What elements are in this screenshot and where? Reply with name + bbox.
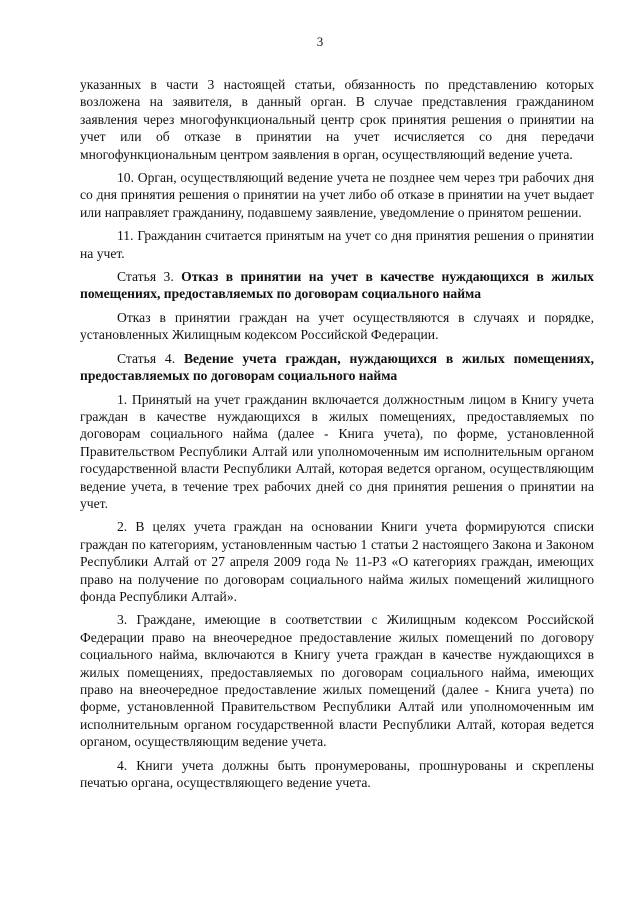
article-4-item: 4. Книги учета должны быть пронумерованы, прошнурованы и скреплены печатью органа, осуществляющего ведение учета. <box>80 757 594 791</box>
paragraph-continuation: указанных в части 3 настоящей статьи, обязанность по представлению которых возложена на заявителя, в данный орган. В случае представления гражданином заявления через многофункциональный центр срок принятия решения о принятии на учет или об отказе в принятии на учет исчисляется со дня передачи многофункциональным центром заявления в орган, осуществляющий ведение учета. <box>80 77 594 162</box>
article-4-item: 3. Граждане, имеющие в соответствии с Жилищным кодексом Российской Федерации право на внеочередное предоставление жилых помещений по договору социального найма, включаются в Книгу учета граждан в качестве нуждающихся в жилых помещениях, предоставляемых по договорам социального найма, имеющих право на внеочередное предоставление жилых помещений (далее - Книга учета) по форме, установленной Правительством Республики Алтай или уполномоченным им исполнительным органом государственной власти Республики Алтай, которая ведется органом, осуществляющим ведение учета. <box>80 612 594 750</box>
article-4-item: 1. Принятый на учет гражданин включается должностным лицом в Книгу учета граждан в качестве нуждающихся в жилых помещениях, предоставляемых по договорам социального найма (далее - Книга учета), по форме, установленной Правительством Республики Алтай или уполномоченным им исполнительным органом государственной власти Республики Алтай, которая ведется органом, осуществляющим ведение учета, в течение трех рабочих дней со дня принятия решения о принятии на учет. <box>80 391 594 511</box>
paragraph-11: 11. Гражданин считается принятым на учет со дня принятия решения о принятии на учет. <box>80 228 594 261</box>
article-4-label: Статья 4. <box>117 350 176 366</box>
article-3-label: Статья 3. <box>117 269 174 285</box>
paragraph-10: 10. Орган, осуществляющий ведение учета не позднее чем через три рабочих дня со дня принятия решения о принятии на учет либо об отказе в принятии на учет выдает или направляет гражданину, подавшему заявление, уведомление о принятом решении. <box>80 170 594 220</box>
article-3-heading <box>80 268 594 303</box>
document-body <box>80 76 594 797</box>
article-3-title: Отказ в принятии на учет в качестве нуждающихся в жилых помещениях, предоставляемых по договорам социального найма <box>80 269 594 302</box>
article-4-heading <box>80 350 594 385</box>
article-4-item: 2. В целях учета граждан на основании Книги учета формируются списки граждан по категориям, установленным частью 1 статьи 2 настоящего Закона и Законом Республики Алтай от 27 апреля 2009 года № 11-РЗ «О категориях граждан, имеющих право на получение по договорам социального найма жилых помещений жилищного фонда Республики Алтай». <box>80 519 594 604</box>
page-number: 3 <box>316 34 324 49</box>
article-4-title: Ведение учета граждан, нуждающихся в жилых помещениях, предоставляемых по договорам социального найма <box>80 350 594 384</box>
article-3-text: Отказ в принятии граждан на учет осуществляются в случаях и порядке, установленных Жилищным кодексом Российской Федерации. <box>80 309 594 343</box>
